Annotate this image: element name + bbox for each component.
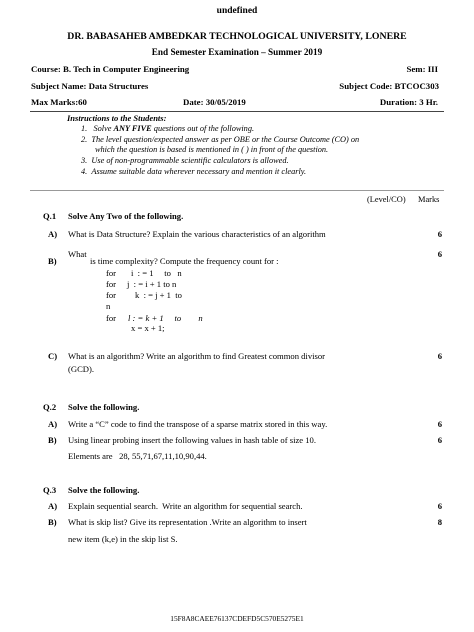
instructions-title: Instructions to the Students:	[67, 113, 167, 123]
question-title: Solve the following.	[68, 485, 140, 495]
question-number: Q.1	[43, 211, 57, 221]
subject-name: Subject Name: Data Structures	[31, 81, 149, 91]
code-line: j : = i + 1 to n	[127, 279, 177, 289]
subquestion-label: A)	[48, 229, 58, 239]
document-hash-footer: 15F8A8CAEE76137CDEFD5C570E5275E1	[170, 614, 304, 623]
marks-value: 6	[437, 419, 442, 429]
question-number: Q.3	[43, 485, 57, 495]
code-line: i : = 1 to n	[131, 268, 182, 278]
code-line	[106, 268, 116, 278]
marks-value: 6	[437, 249, 442, 259]
question-text: What is skip list? Give its representation .Write an algorithm to insert	[68, 517, 307, 527]
instruction-1	[81, 124, 254, 133]
question-title: Solve the following.	[68, 402, 140, 412]
instruction-text: Assume suitable data wherever necessary and mention it clearly.	[91, 167, 307, 176]
code-line	[106, 313, 116, 323]
question-text: What is an algorithm? Write an algorithm to find Greatest common divisor	[68, 351, 326, 361]
semester-label: Sem: III	[406, 64, 438, 74]
subquestion-label: A)	[48, 419, 58, 429]
subquestion-label: B)	[48, 435, 57, 445]
header-divider	[30, 111, 444, 112]
instruction-number: 4.	[81, 167, 88, 176]
instruction-2-continued: which the question is based is mentioned in ( ) in front of the question.	[95, 145, 329, 154]
instruction-text: questions out of the following.	[151, 124, 255, 133]
instruction-number: 3.	[81, 156, 88, 165]
question-text-continued: new item (k,e) in the skip list S.	[68, 534, 178, 544]
question-title: Solve Any Two of the following.	[68, 211, 184, 221]
instruction-emphasis: ANY FIVE	[113, 124, 152, 133]
question-text: Explain sequential search. Write an algorithm for sequential search.	[68, 501, 303, 511]
marks-value: 6	[437, 501, 442, 511]
code-keyword: for	[106, 290, 117, 300]
page-top-label: undefined	[216, 6, 258, 16]
marks-value: 6	[437, 435, 442, 445]
code-line: x = x + 1;	[131, 323, 165, 333]
code-line	[106, 279, 116, 289]
code-line: k : = j + 1 to	[135, 290, 182, 300]
code-line: n	[106, 301, 111, 311]
instructions-divider	[30, 190, 444, 191]
subquestion-label: B)	[48, 517, 57, 527]
subquestion-label: B)	[48, 256, 57, 266]
instruction-number: 1.	[81, 124, 88, 133]
question-text: is time complexity? Compute the frequency count for :	[90, 256, 279, 266]
instruction-3	[81, 156, 289, 165]
subquestion-label: C)	[48, 351, 58, 361]
exam-title: End Semester Examination – Summer 2019	[151, 47, 323, 57]
duration: Duration: 3 Hr.	[379, 97, 438, 107]
marks-header: Marks	[418, 195, 440, 204]
subquestion-label: A)	[48, 501, 58, 511]
marks-value: 8	[437, 517, 442, 527]
question-text: Write a “C” code to find the transpose of a sparse matrix stored in this way.	[68, 419, 328, 429]
level-co-header: (Level/CO)	[367, 195, 406, 204]
instruction-text: Solve	[93, 124, 114, 133]
code-keyword: for	[106, 268, 117, 278]
course-label: Course: B. Tech in Computer Engineering	[31, 64, 190, 74]
code-keyword: for	[106, 313, 117, 323]
question-text-continued: Elements are 28, 55,71,67,11,10,90,44.	[68, 451, 207, 461]
code-line: l : = k + 1 to n	[128, 313, 203, 323]
max-marks: Max Marks:60	[31, 97, 87, 107]
code-line	[106, 290, 116, 300]
university-name: DR. BABASAHEB AMBEDKAR TECHNOLOGICAL UNIVERSITY, LONERE	[67, 31, 407, 42]
marks-value: 6	[437, 229, 442, 239]
exam-date: Date: 30/05/2019	[183, 97, 246, 107]
question-text-continued: (GCD).	[68, 364, 95, 374]
subject-code: Subject Code: BTCOC303	[339, 81, 439, 91]
question-text: What is Data Structure? Explain the various characteristics of an algorithm	[68, 229, 326, 239]
marks-value: 6	[437, 351, 442, 361]
question-text: Using linear probing insert the following values in hash table of size 10.	[68, 435, 316, 445]
question-text: What	[68, 249, 87, 259]
instruction-number: 2.	[81, 135, 88, 144]
instruction-2	[81, 135, 359, 144]
instruction-4	[81, 167, 306, 176]
instruction-text: Use of non-programmable scientific calculators is allowed.	[91, 156, 289, 165]
question-number: Q.2	[43, 402, 57, 412]
instruction-text: The level question/expected answer as per OBE or the Course Outcome (CO) on	[91, 135, 360, 144]
code-keyword: for	[106, 279, 117, 289]
